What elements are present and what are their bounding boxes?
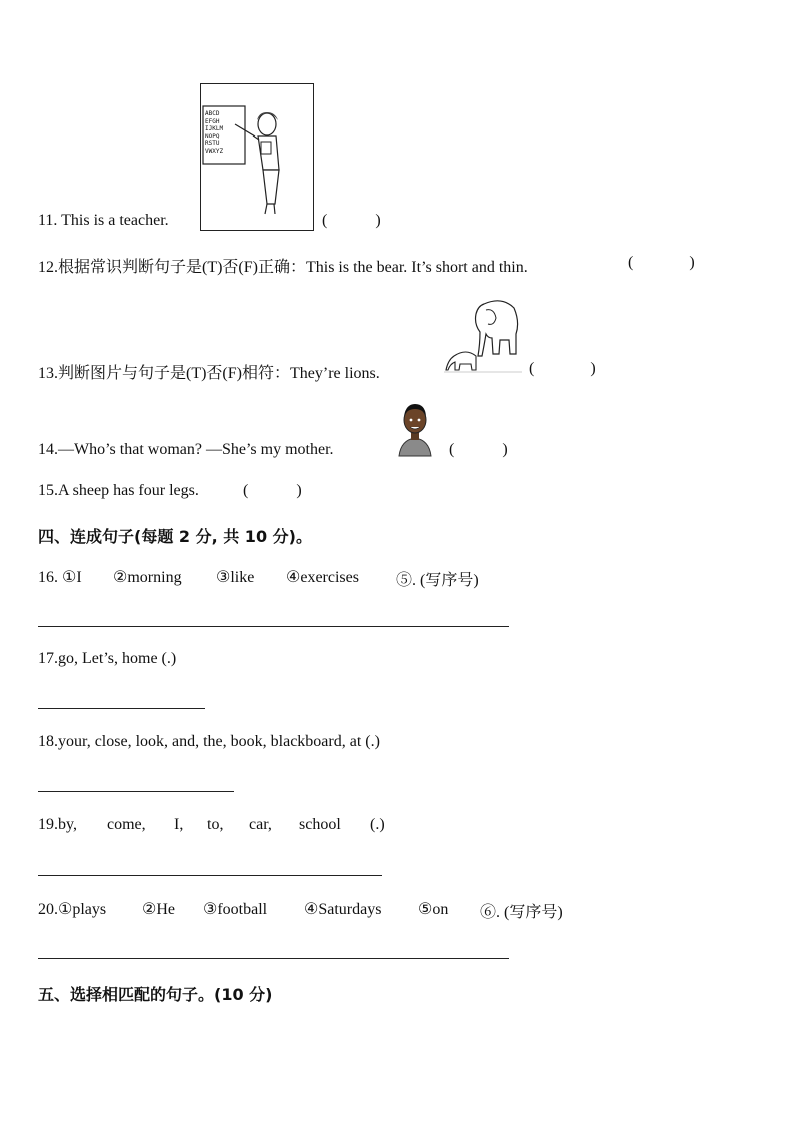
answer-line-16[interactable] — [38, 626, 509, 627]
q16-token: ②morning — [113, 569, 182, 586]
q16-token: ⑤. (写序号) — [396, 572, 479, 589]
question-18: 18.your, close, look, and, the, book, blackboard, at (.) — [38, 733, 380, 750]
q19-token: (.) — [370, 816, 385, 833]
elephant-icon — [444, 294, 522, 376]
question-12 — [38, 254, 528, 277]
blackboard-letters: ABCD EFGH IJKLM NOPQ RSTU VWXYZ — [205, 110, 224, 155]
question-13 — [38, 360, 380, 383]
teacher-icon — [201, 84, 313, 230]
man-picture — [397, 400, 433, 458]
question-14 — [38, 441, 334, 459]
answer-line-20[interactable] — [38, 958, 509, 959]
q19-token: I, — [174, 816, 184, 833]
q20-token: ⑤on — [418, 901, 449, 918]
q19-token: car, — [249, 816, 272, 833]
section-4-heading: 四、连成句子(每题 2 分, 共 10 分)。 — [38, 527, 312, 546]
answer-line-18[interactable] — [38, 791, 234, 792]
q16-token: ③like — [216, 569, 255, 586]
answer-paren-15[interactable]: ( ) — [243, 482, 302, 499]
q19-token: 19.by, — [38, 816, 77, 833]
q20-token: 20.①plays — [38, 901, 107, 918]
answer-line-19[interactable] — [38, 875, 382, 876]
q19-token: school — [299, 816, 341, 833]
q20-token: ③football — [203, 901, 268, 918]
question-text: 15.A sheep has four legs. — [38, 482, 199, 499]
question-text: 12.根据常识判断句子是(T)否(F)正确：This is the bear. It’s short and thin. — [38, 259, 528, 276]
q20-token: ⑥. (写序号) — [480, 904, 563, 921]
section-5-heading: 五、选择相匹配的句子。(10 分) — [38, 985, 273, 1004]
answer-paren-14[interactable]: ( ) — [449, 441, 508, 458]
q19-token: to, — [207, 816, 224, 833]
elephants-picture — [444, 294, 522, 376]
answer-paren-11[interactable]: ( ) — [322, 212, 381, 229]
question-text: 13.判断图片与句子是(T)否(F)相符：They’re lions. — [38, 365, 380, 382]
q20-token: ②He — [142, 901, 175, 918]
q16-token: ④exercises — [286, 569, 359, 586]
answer-line-17[interactable] — [38, 708, 205, 709]
answer-paren-13[interactable]: ( ) — [529, 360, 596, 377]
q19-token: come, — [107, 816, 146, 833]
question-text: 14.—Who’s that woman? —She’s my mother. — [38, 441, 334, 458]
question-text: 11. This is a teacher. — [38, 212, 169, 229]
q20-token: ④Saturdays — [304, 901, 382, 918]
question-17: 17.go, Let’s, home (.) — [38, 650, 177, 667]
answer-paren-12[interactable]: ( ) — [628, 254, 695, 271]
teacher-picture — [200, 83, 314, 231]
question-11 — [38, 212, 169, 230]
question-15 — [38, 482, 199, 500]
man-icon — [397, 400, 433, 458]
q16-token: 16. ①I — [38, 569, 82, 586]
